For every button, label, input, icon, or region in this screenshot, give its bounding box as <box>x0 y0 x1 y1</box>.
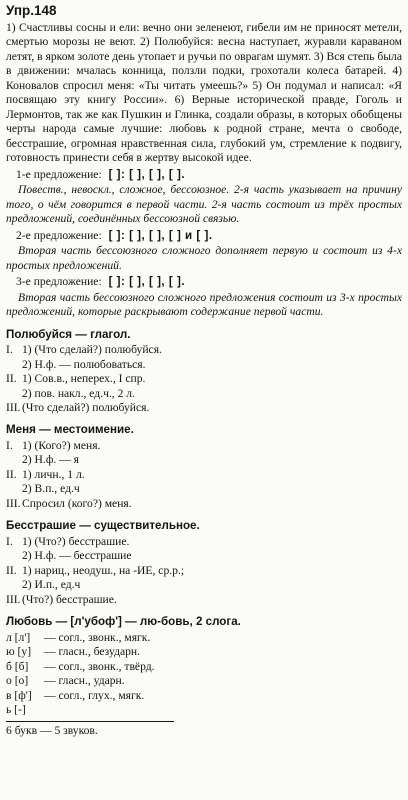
parse-row: 2) И.п., ед.ч <box>22 578 81 592</box>
scheme-note: Вторая часть бессоюзного сложного дополняет первую и состоит из 4-х простых предложений. <box>6 244 402 272</box>
parse-noun <box>6 519 402 607</box>
parse-row: 2) В.п., ед.ч <box>22 482 80 496</box>
parse-row: I. 1) (Кого?) меня. <box>6 438 101 452</box>
phonetic-row: ю [у] — гласн., безударн. <box>6 645 141 659</box>
scheme-label: 1-е предложение: <box>16 167 102 181</box>
parse-row: II. 1) нариц., неодуш., на -ИЕ, ср.р.; <box>6 563 185 577</box>
parse-row: III. (Что?) бесстрашие. <box>6 592 117 606</box>
phonetic-row: ь [-] <box>6 703 26 717</box>
scheme-1 <box>6 168 402 227</box>
parse-title: Меня — местоимение. <box>6 423 134 437</box>
phonetic-row: в [ф'] — согл., глух., мягк. <box>6 688 145 702</box>
parse-row: I. 1) (Что?) бесстрашие. <box>6 534 130 548</box>
scheme-label: 3-е предложение: <box>16 275 102 289</box>
phonetic-title: Любовь — [л'убоф'] — лю-бовь, 2 слога. <box>6 615 241 629</box>
phonetic-analysis <box>6 615 402 738</box>
phonetic-row: о [о] — гласн., ударн. <box>6 674 125 688</box>
exercise-title: Упр.148 <box>6 3 57 18</box>
parse-row: 2) пов. накл., ед.ч., 2 л. <box>22 386 135 400</box>
parse-row: 2) Н.ф. — бесстрашие <box>22 549 132 563</box>
parse-title: Полюбуйся — глагол. <box>6 327 131 341</box>
scheme-2 <box>6 229 402 273</box>
parse-row: III. Спросил (кого?) меня. <box>6 496 132 510</box>
parse-row: II. 1) личн., 1 л. <box>6 467 85 481</box>
phonetic-row: л [л'] — согл., звонк., мягк. <box>6 630 151 644</box>
parse-title: Бесстрашие — существительное. <box>6 519 200 533</box>
scheme-3 <box>6 275 402 319</box>
task-text: 1) Счастливы сосны и ели: вечно они зеленеют, гибели им не приносят метели, смертью морозы не веют. 2) Полюбуйся: весна наступает, журавли караваном летят, в ярком золоте день утопает и ручьи по оврагам шумят. 3) Вся степь была в движении: мчалась конница, ползли подки, грохотали колеса батарей. 4) Коновалов спросил меня: «Ты читать умеешь?» 5) Он подумал и написал: «Я посвящаю эту книгу России». 6) Верные исторической правде, Гоголь и Лермонтов, так же как Пушкин и Глинка, создали образы, в которых обобщены черты народа самые лучшие: любовь к родной стране, мечта о свободе, бесстрашие, огромная нравственная сила, глубокий ум, стремление к подвигу, готовность принести себя в жертву высокой идее. <box>6 20 402 165</box>
scheme-formula: [ ]: [ ], [ ], [ ] и [ ]. <box>108 228 213 242</box>
scheme-label: 2-е предложение: <box>16 228 102 242</box>
parse-verb <box>6 328 402 416</box>
phonetic-total: 6 букв — 5 звуков. <box>6 723 98 737</box>
parse-row: II. 1) Сов.в., неперех., I спр. <box>6 372 146 386</box>
scheme-note: Повеств., невоскл., сложное, бессоюзное. 2-я часть указывает на причину того, о чём говорится в первой части. 2-я часть состоит из трёх простых предложений, соединённых бессоюзной связью. <box>6 183 402 226</box>
parse-row: III. (Что сделай?) полюбуйся. <box>6 400 150 414</box>
parse-row: 2) Н.ф. — я <box>22 453 79 467</box>
divider <box>6 721 174 722</box>
parse-row: 2) Н.ф. — полюбоваться. <box>22 357 146 371</box>
scheme-formula: [ ]: [ ], [ ], [ ]. <box>108 275 186 289</box>
scheme-note: Вторая часть бессоюзного сложного предложения состоит из 3-х простых предложений, которые раскрывают содержание первой части. <box>6 290 402 319</box>
parse-pronoun <box>6 423 402 511</box>
phonetic-row: б [б] — согл., звонк., твёрд. <box>6 659 155 673</box>
parse-row: I. 1) (Что сделай?) полюбуйся. <box>6 343 162 357</box>
scheme-formula: [ ]: [ ], [ ], [ ]. <box>108 167 186 181</box>
